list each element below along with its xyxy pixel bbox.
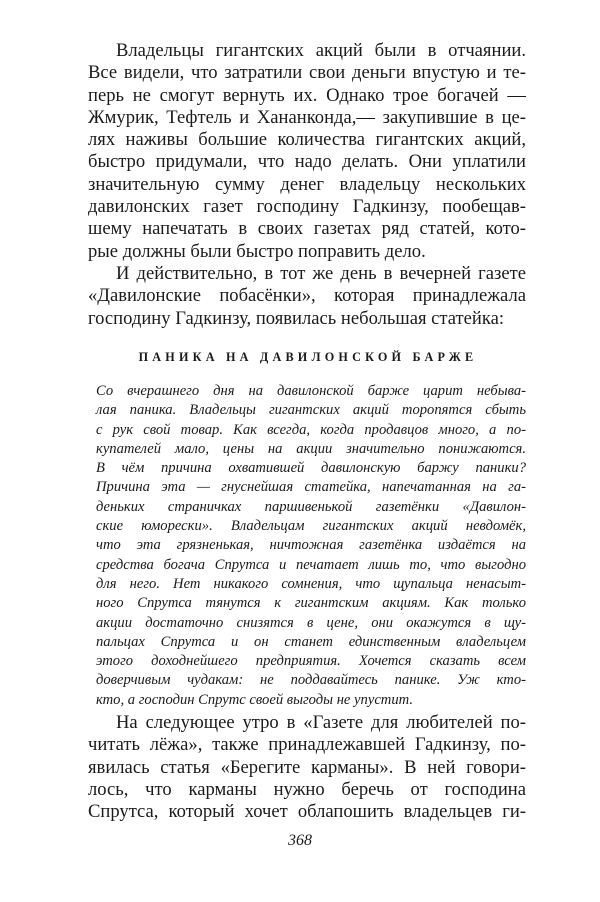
article-title: ПАНИКА НА ДАВИЛОНСКОЙ БАРЖЕ [138,350,478,364]
article-line: этого доходнейшего предприятия. Хочется сказать всем [96,653,526,670]
text-line: На следующее утро в «Газете для любителей по- [116,712,526,733]
article-line: деньких страничках паршивенькой газетёнки «Давилон- [96,498,526,515]
text-line: значительную сумму денег владельцу нескольких [88,173,526,195]
text-line: Владельцы гигантских акций были в отчаянии. [116,40,526,61]
article-line: лая паника. Владельцы гигантских акций торопятся сбыть [96,402,526,419]
text-line: лось, что карманы нужно беречь от господина [88,778,526,800]
article-line: Причина эта — гнуснейшая статейка, напечатанная на га- [96,479,526,496]
article-line: ного Спрутса тянутся к гигантским акциям. Как только [96,595,526,612]
article-line: доверчивым чудакам: не поддавайтесь панике. Уж кто- [96,672,526,689]
text-line: шему напечатать в своих газетах ряд статей, кото- [88,218,526,240]
text-line: Жмурик, Тефтель и Хананконда,— закупившие в це- [88,106,526,128]
article-line: ские юморески». Владельцам гигантских акций невдомёк, [96,518,526,535]
article-line: пальцах Спрутса и он станет единственным владельцем [96,633,526,650]
text-line: перь не смогут вернуть их. Однако трое богачей — [88,84,526,106]
article-line: для него. Нет никакого сомнения, что щупальца ненасыт- [96,575,526,592]
article-line: кто, а господин Спрутс своей выгоды не упустит. [96,691,413,708]
text-line: И действительно, в тот же день в вечерней газете [116,263,526,284]
text-line: Спрутса, который хочет облапошить владельцев ги- [88,801,526,823]
paragraph-next-morning [88,712,526,823]
article-line: с рук свой товар. Как всегда, когда продавцов много, а по- [96,421,526,438]
page-number: 368 [288,832,312,849]
article-line: акции достаточно снизятся в цене, они окажутся в щу- [96,614,526,631]
text-line: «Давилонские побасёнки», которая принадлежала [88,285,526,307]
article-line: Со вчерашнего дня на давилонской барже царит небыва- [96,383,526,399]
text-line: рые должны были быстро поправить дело. [88,240,426,262]
text-line: давилонских газет господину Гадкинзу, пообещав- [88,196,526,218]
text-line: явилась статья «Берегите карманы». В ней говори- [88,756,526,778]
text-line: Все видели, что затратили свои деньги впустую и те- [88,62,526,84]
paragraph-owners-despair [88,40,526,263]
text-line: лях наживы большие количества гигантских акций, [88,129,526,151]
text-line: господину Гадкинзу, появилась небольшая статейка: [88,307,505,329]
paragraph-evening-newspaper [88,263,526,330]
article-line: что эта грязненькая, ничтожная газетёнка издаётся на [96,537,526,554]
text-line: быстро придумали, что надо делать. Они уплатили [88,151,526,173]
article-body [96,382,526,710]
article-line: В чём причина охватившей давилонскую баржу паники? [96,460,526,477]
article-line: купателей мало, цены на акции значительно понижаются. [96,440,526,457]
article-line: средства богача Спрутса и печатает лишь то, что выгодно [96,556,526,573]
text-line: читать лёжа», также принадлежавшей Гадкинзу, по- [88,734,526,756]
